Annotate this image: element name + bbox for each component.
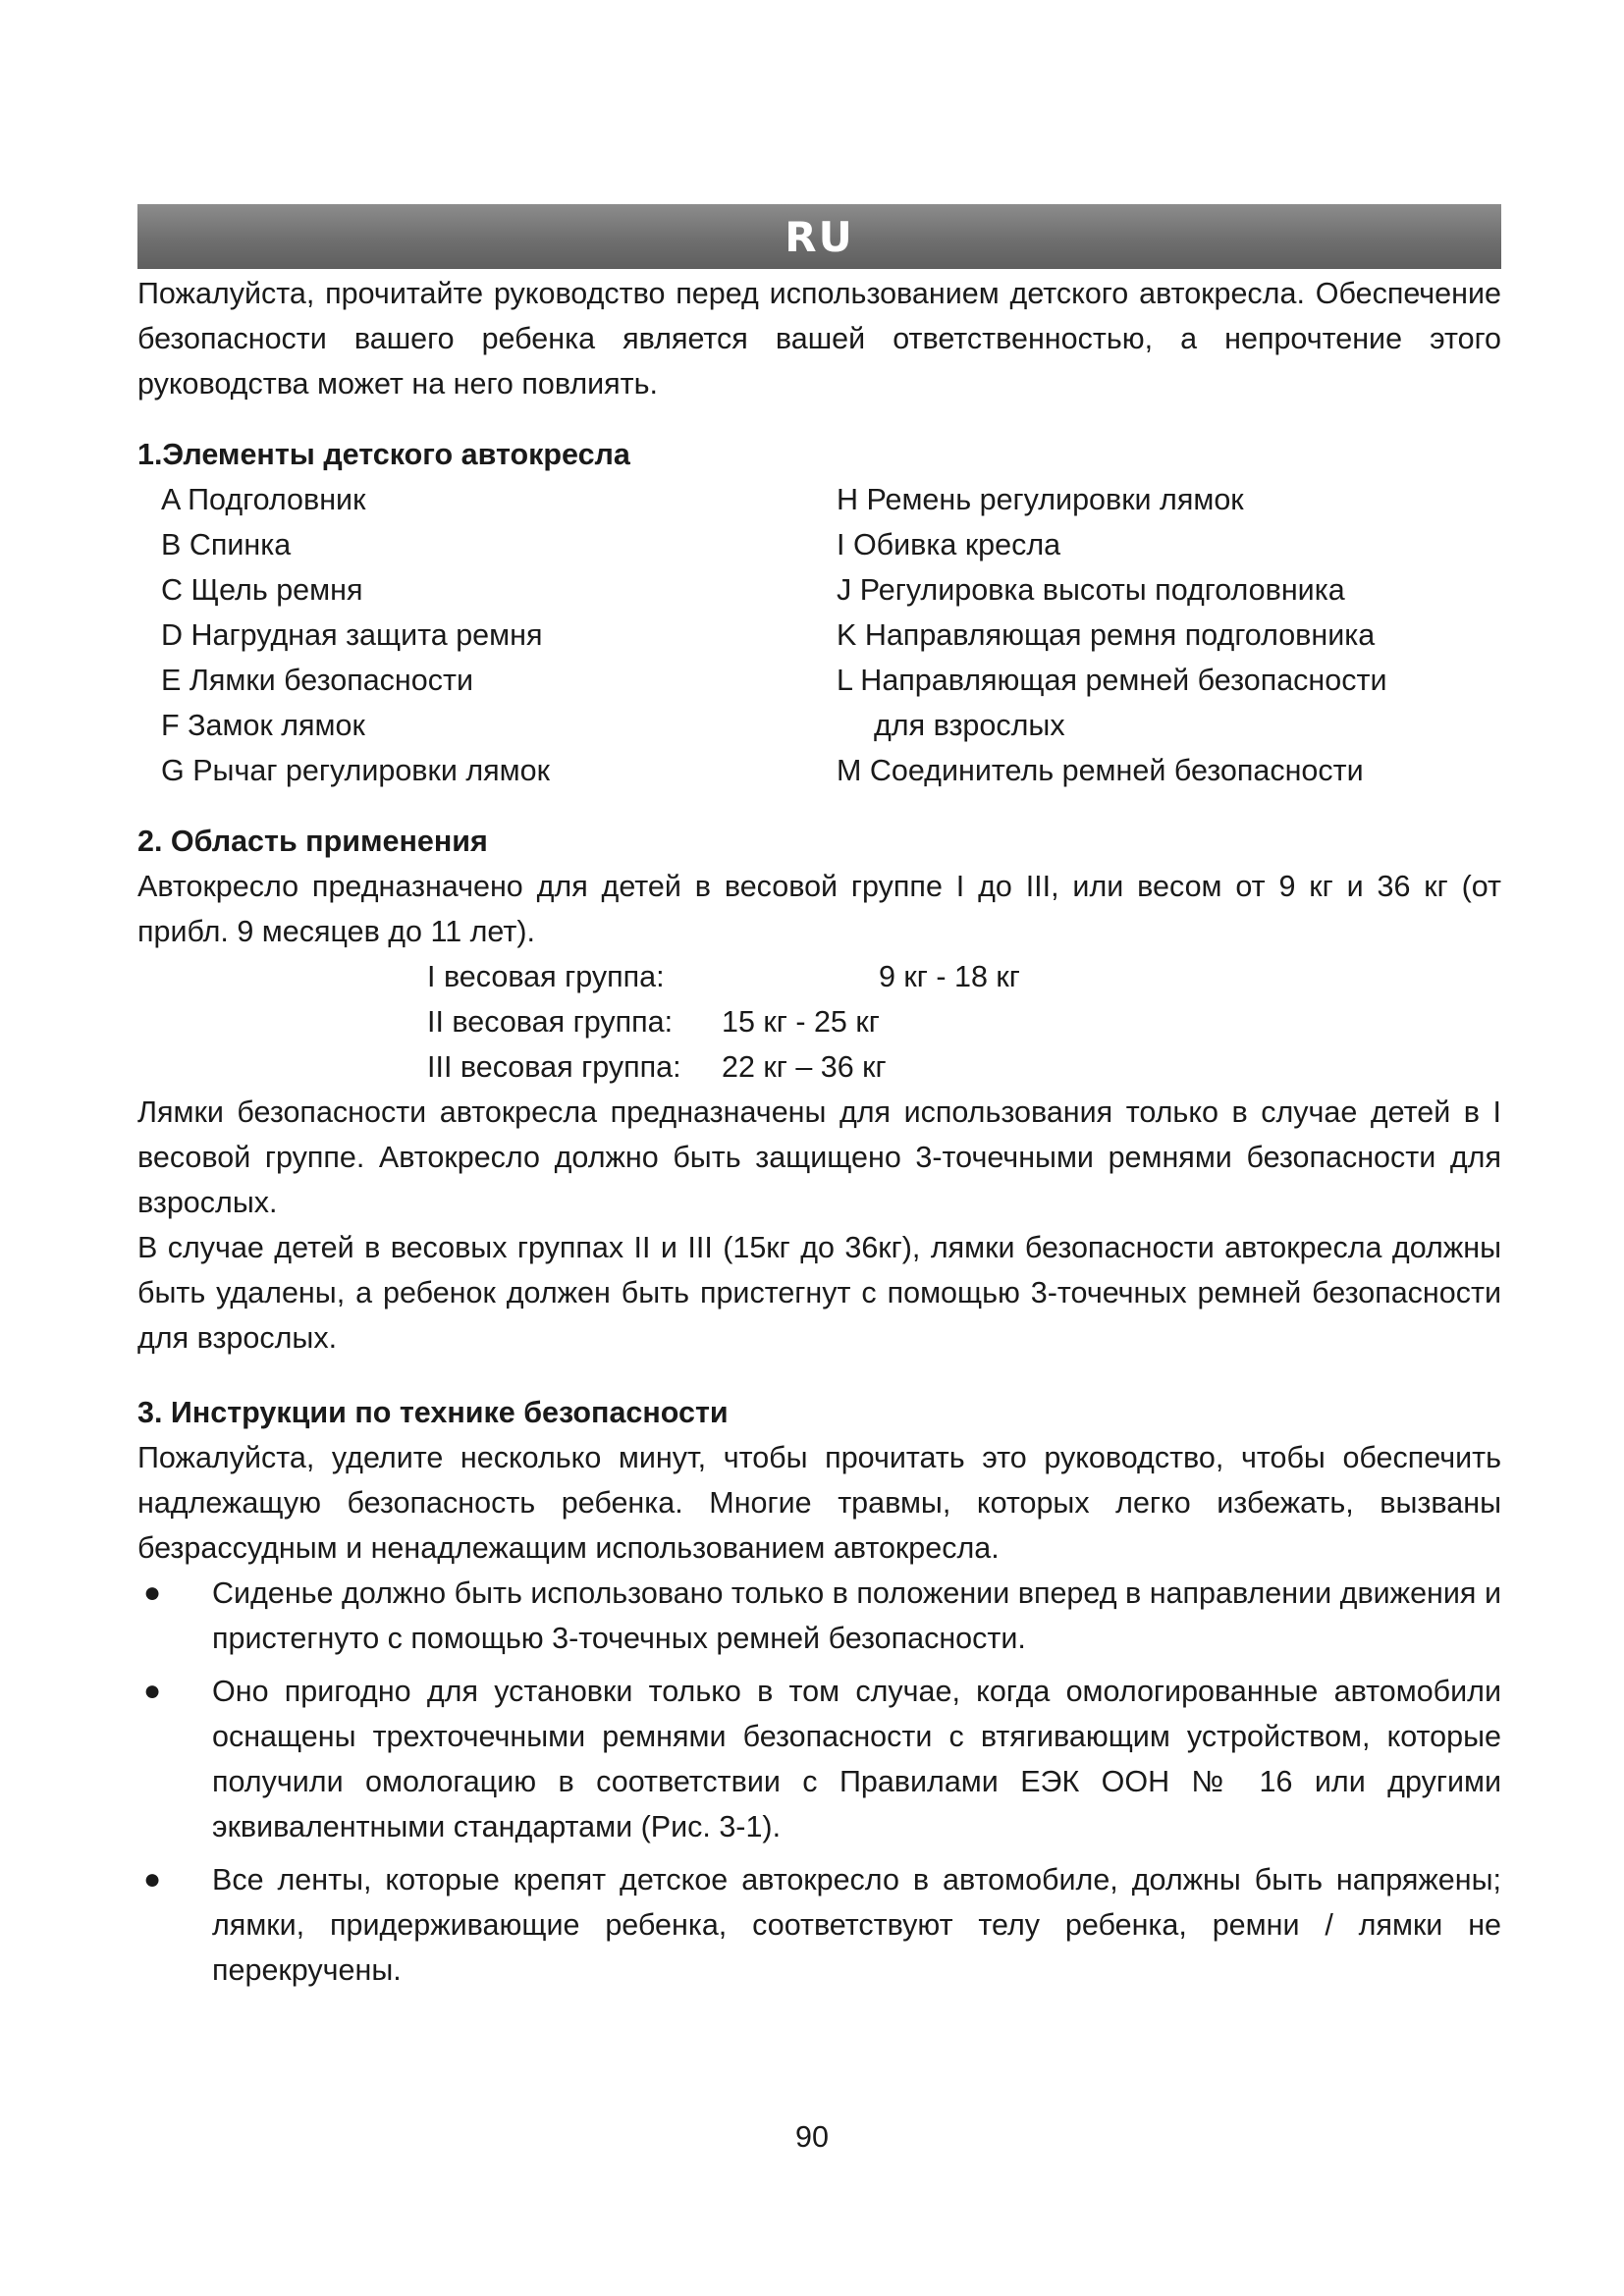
section-2-title: 2. Область применения bbox=[137, 825, 488, 858]
seat-elements-left-column bbox=[161, 477, 837, 793]
element-item: G Рычаг регулировки лямок bbox=[161, 754, 550, 787]
element-item: H Ремень регулировки лямок bbox=[837, 483, 1244, 516]
section-2-paragraph-2: Лямки безопасности автокресла предназначены для использования только в случае детей в I весовой группе. Автокресло должно быть защищено 3-точечными ремнями безопасности для взрослых. bbox=[137, 1095, 1501, 1219]
element-item: J Регулировка высоты подголовника bbox=[837, 573, 1345, 607]
weight-group-range: 15 кг - 25 кг bbox=[722, 1005, 880, 1039]
safety-instruction-item bbox=[137, 1571, 1501, 1661]
safety-instruction-item bbox=[137, 1669, 1501, 1849]
page-content bbox=[137, 271, 1501, 2001]
weight-group-range: 9 кг - 18 кг bbox=[879, 960, 1020, 993]
element-item: L Направляющая ремней безопасности bbox=[837, 664, 1387, 697]
section-3-title: 3. Инструкции по технике безопасности bbox=[137, 1396, 729, 1429]
seat-elements-list bbox=[161, 477, 1501, 793]
weight-group-label: III весовая группа: bbox=[427, 1050, 681, 1084]
page-number: 90 bbox=[795, 2120, 829, 2154]
section-3-paragraph-1: Пожалуйста, уделите несколько минут, чтобы прочитать это руководство, чтобы обеспечить надлежащую безопасность ребенка. Многие травмы, которых легко избежать, вызваны безрассудным и ненадлежащим использованием автокресла. bbox=[137, 1441, 1501, 1565]
weight-groups-table bbox=[427, 954, 1501, 1090]
element-item: A Подголовник bbox=[161, 483, 366, 516]
element-item: M Соединитель ремней безопасности bbox=[837, 754, 1364, 787]
bullet-icon: ● bbox=[143, 1675, 162, 1707]
bullet-icon: ● bbox=[143, 1576, 162, 1609]
weight-group-row bbox=[427, 954, 1501, 999]
section-2-paragraph-1: Автокресло предназначено для детей в весовой группе I до III, или весом от 9 кг и 36 кг (от прибл. 9 месяцев до 11 лет). bbox=[137, 870, 1501, 948]
safety-instruction-text: Оно пригодно для установки только в том случае, когда омологированные автомобили оснащены трехточечными ремнями безопасности с втягивающим устройством, которые получили омологацию в соответствии с Правилами ЕЭК ООН № 16 или другими эквивалентными стандартами (Рис. 3-1). bbox=[212, 1675, 1501, 1843]
intro-paragraph: Пожалуйста, прочитайте руководство перед использованием детского автокресла. Обеспечение безопасности вашего ребенка является вашей ответственностью, а непрочтение этого руководства может на него повлиять. bbox=[137, 277, 1501, 400]
element-item: K Направляющая ремня подголовника bbox=[837, 618, 1376, 652]
element-item-continuation: для взрослых bbox=[874, 709, 1065, 742]
weight-group-range: 22 кг – 36 кг bbox=[722, 1050, 887, 1084]
section-2-paragraph-3: В случае детей в весовых группах II и III (15кг до 36кг), лямки безопасности автокресла должны быть удалены, а ребенок должен быть пристегнут с помощью 3-точечных ремней безопасности для взрослых. bbox=[137, 1231, 1501, 1355]
element-item: D Нагрудная защита ремня bbox=[161, 618, 543, 652]
safety-instructions-list bbox=[137, 1571, 1501, 1993]
safety-instruction-item bbox=[137, 1857, 1501, 1993]
safety-instruction-text: Все ленты, которые крепят детское автокресло в автомобиле, должны быть напряжены; лямки, придерживающие ребенка, соответствуют телу ребенка, ремни / лямки не перекручены. bbox=[212, 1863, 1501, 1987]
element-item: E Лямки безопасности bbox=[161, 664, 473, 697]
section-1-title: 1.Элементы детского автокресла bbox=[137, 438, 630, 471]
weight-group-label: I весовая группа: bbox=[427, 960, 665, 993]
seat-elements-right-column bbox=[837, 477, 1501, 793]
element-item: I Обивка кресла bbox=[837, 528, 1061, 561]
safety-instruction-text: Сиденье должно быть использовано только в положении вперед в направлении движения и пристегнуто с помощью 3-точечных ремней безопасности. bbox=[212, 1576, 1501, 1655]
bullet-icon: ● bbox=[143, 1863, 162, 1896]
weight-group-row bbox=[427, 999, 1501, 1044]
weight-group-label: II весовая группа: bbox=[427, 1005, 674, 1039]
weight-group-row bbox=[427, 1044, 1501, 1090]
language-header-bar bbox=[137, 204, 1501, 269]
language-label: RU bbox=[785, 212, 854, 261]
element-item: B Спинка bbox=[161, 528, 292, 561]
element-item: F Замок лямок bbox=[161, 709, 365, 742]
element-item: C Щель ремня bbox=[161, 573, 363, 607]
